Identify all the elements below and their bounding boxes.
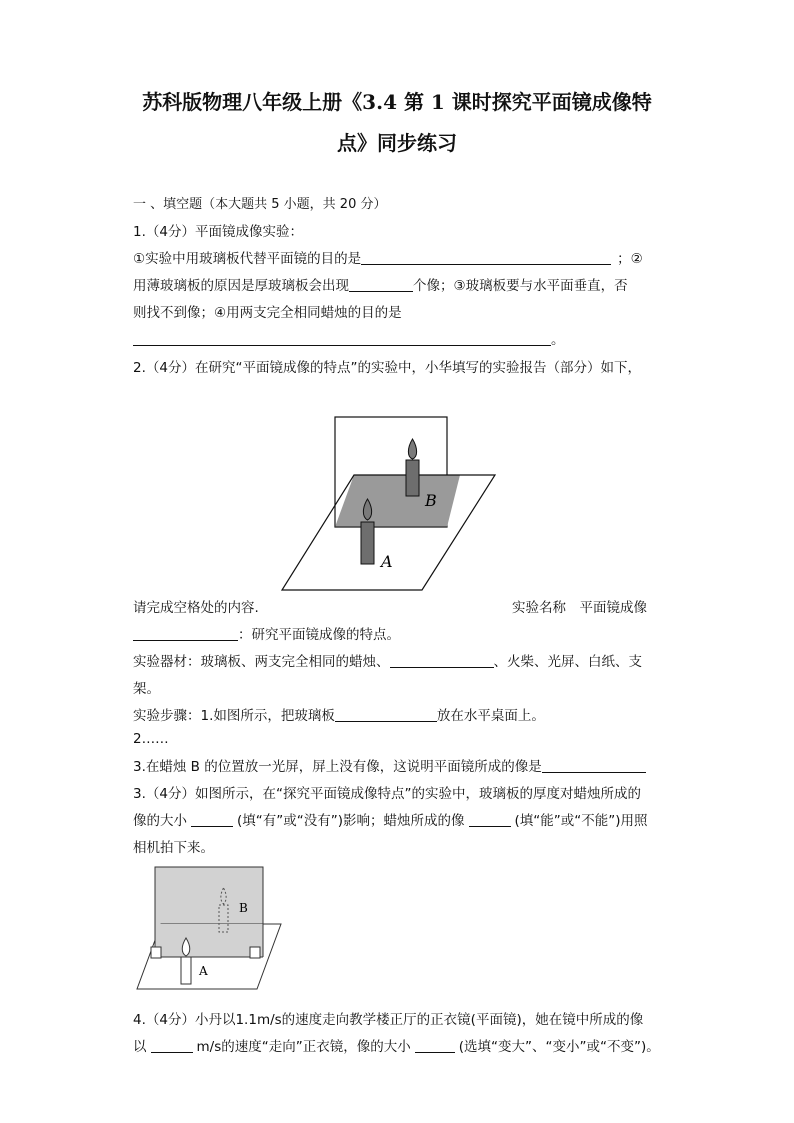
q2-l7: 3.在蜡烛 B 的位置放一光屏，屏上没有像，这说明平面镜所成的像是 [133, 759, 542, 775]
q2-shaded-region [335, 475, 460, 527]
q2-line4: 架。 [133, 681, 160, 697]
q2-blank1[interactable] [133, 626, 238, 641]
q2-label-b: B [425, 491, 437, 510]
q3-candle-real [181, 957, 191, 984]
q1-l1a: ①实验中用玻璃板代替平面镜的目的是 [133, 251, 362, 267]
q3-line3: 相机拍下来。 [133, 840, 214, 856]
q4-l2b: m/s的速度“走向”正衣镜，像的大小 [196, 1039, 411, 1055]
doc-title-line1: 苏科版物理八年级上册《3.4 第 1 课时探究平面镜成像特 [142, 90, 652, 114]
q4-blank2[interactable] [415, 1038, 455, 1053]
q2-blank3[interactable] [335, 707, 437, 722]
q3-figure [135, 864, 285, 994]
q2-l5b: 放在水平桌面上。 [436, 708, 545, 724]
q3-line1: 3.（4分）如图所示，在“探究平面镜成像特点”的实验中，玻璃板的厚度对蜡烛所成的 [133, 786, 641, 802]
q2-candle-a [361, 522, 374, 564]
q2-line3 [133, 650, 642, 670]
q1-line3: 则找不到像；④用两支完全相同蜡烛的目的是 [133, 305, 402, 321]
q3-label-b: B [239, 901, 248, 915]
q3-l2a: 像的大小 [133, 813, 187, 829]
section-heading: 一 、填空题（本大题共 5 小题，共 20 分） [133, 197, 387, 212]
q2-figure [280, 415, 500, 600]
q2-l5a: 实验步骤：1.如图所示，把玻璃板 [133, 708, 335, 724]
q1-line2 [133, 274, 628, 294]
q2-line1a: 请完成空格处的内容. [133, 600, 259, 616]
q1-blank1[interactable] [361, 250, 611, 265]
q3-plate-lower [155, 924, 263, 957]
q4-line2 [133, 1035, 660, 1055]
q2-blank2[interactable] [390, 653, 494, 668]
q1-blank2[interactable] [349, 277, 413, 292]
q2-line6: 2…… [133, 731, 169, 747]
q3-blank2[interactable] [469, 812, 511, 827]
q2-line1b: 实验名称 平面镜成像 [512, 600, 647, 616]
q2-line5 [133, 704, 545, 724]
q4-l2a: 以 [133, 1039, 147, 1055]
q3-l2c: (填“能”或“不能”)用照 [514, 813, 648, 829]
q2-line2 [133, 623, 400, 643]
q4-blank1[interactable] [151, 1038, 193, 1053]
q3-line2 [133, 809, 648, 829]
q1-l2b: 个像；③玻璃板要与水平面垂直，否 [413, 278, 628, 294]
q2-blank4[interactable] [542, 758, 646, 773]
doc-title-line2: 点》同步练习 [337, 131, 457, 155]
q3-l2b: (填“有”或“没有”)影响；蜡烛所成的像 [237, 813, 465, 829]
q2-l3a: 实验器材：玻璃板、两支完全相同的蜡烛、 [133, 654, 390, 670]
q1-l4end: 。 [551, 332, 565, 348]
q1-blank3[interactable] [133, 331, 551, 346]
q3-blank1[interactable] [191, 812, 233, 827]
q2-label-a: A [381, 552, 393, 571]
q2-l2: ：研究平面镜成像的特点。 [238, 627, 400, 643]
q3-clip-right [250, 947, 260, 958]
q1-stem: 1.（4分）平面镜成像实验： [133, 224, 303, 240]
q1-line4 [133, 328, 565, 348]
q1-line1 [133, 247, 643, 267]
q2-stem: 2.（4分）在研究“平面镜成像的特点”的实验中，小华填写的实验报告（部分）如下， [133, 360, 641, 376]
q2-candle-b [406, 460, 419, 496]
q2-line7 [133, 755, 646, 775]
q2-l3b: 、火柴、光屏、白纸、支 [493, 654, 642, 670]
q3-clip-left [151, 947, 161, 958]
q1-l1b: ；② [617, 251, 643, 267]
q3-label-a: A [199, 964, 208, 978]
q4-line1: 4.（4分）小丹以1.1m/s的速度走向教学楼正厅的正衣镜(平面镜)，她在镜中所成的像 [133, 1012, 644, 1028]
q1-l2a: 用薄玻璃板的原因是厚玻璃板会出现 [133, 278, 349, 294]
q4-l2c: (选填“变大”、“变小”或“不变”)。 [458, 1039, 660, 1055]
